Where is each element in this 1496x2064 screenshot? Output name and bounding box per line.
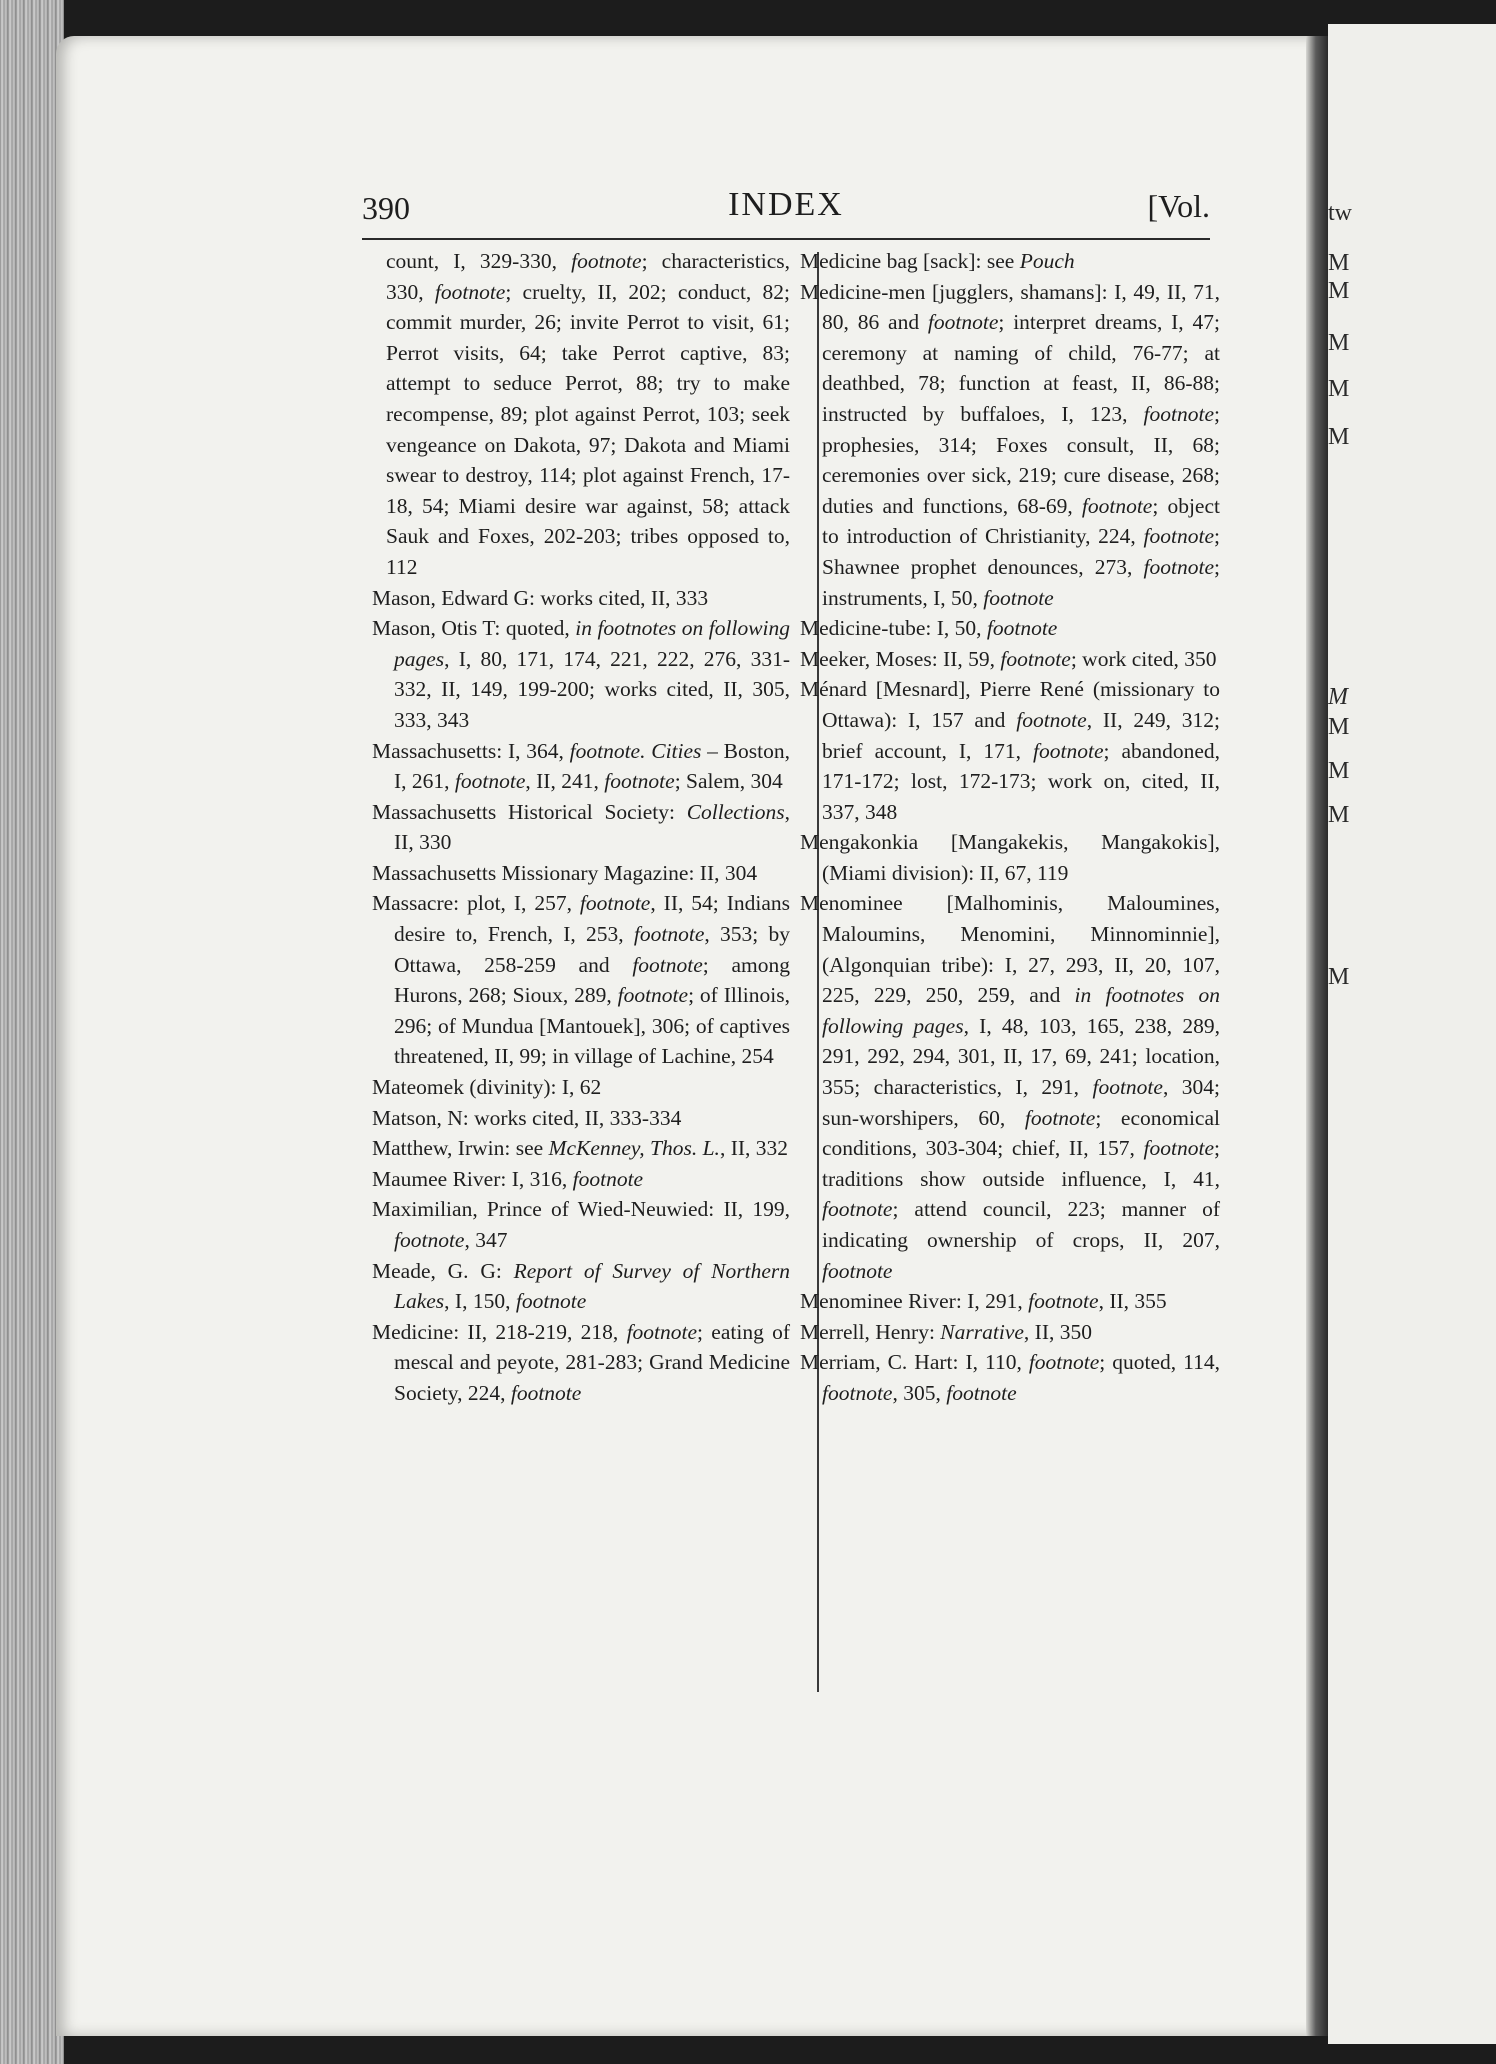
facing-page-text-fragment: M bbox=[1328, 424, 1350, 450]
index-entry-text: , II, 332 bbox=[719, 1136, 789, 1161]
index-entry bbox=[372, 888, 790, 1072]
index-entry bbox=[800, 888, 1220, 1286]
index-entry-italic-text: footnote bbox=[604, 769, 675, 794]
index-entry bbox=[372, 1256, 790, 1317]
index-entry bbox=[372, 246, 790, 583]
index-column-left bbox=[372, 246, 790, 1409]
index-entry-text: – Boston, I, 261, bbox=[394, 738, 790, 794]
index-entry bbox=[800, 1286, 1220, 1317]
index-entry-italic-text: footnote bbox=[927, 310, 999, 335]
index-entry-italic-text: footnote bbox=[822, 1258, 893, 1283]
index-entry-text: Medicine bag [sack]: see bbox=[800, 249, 1020, 273]
index-entry-text: Menominee River: I, 291, bbox=[800, 1289, 1029, 1314]
index-entry-text: Meade, G. G: bbox=[372, 1258, 514, 1283]
facing-page-text-fragment: M bbox=[1328, 376, 1350, 402]
book-gutter bbox=[1306, 36, 1328, 2036]
index-entry-text: Matthew, Irwin: see bbox=[372, 1136, 549, 1161]
index-entry-italic-text: footnote bbox=[515, 1289, 587, 1314]
index-entry bbox=[800, 1347, 1220, 1408]
index-entry-italic-text: footnote bbox=[617, 983, 689, 1008]
index-entry-text: Mason, Edward G: works cited, II, 333 bbox=[372, 585, 709, 610]
page-number: 390 bbox=[362, 190, 410, 226]
index-entry-italic-text: Narrative bbox=[940, 1319, 1024, 1344]
index-entry-italic-text: footnote bbox=[1028, 1289, 1099, 1314]
index-entry-text: , II, 241, bbox=[525, 769, 605, 794]
facing-page-text-fragment: M bbox=[1328, 250, 1350, 276]
index-entry-text: , 304; sun-worshipers, 60, bbox=[822, 1075, 1220, 1130]
volume-label: [Vol. bbox=[1147, 188, 1210, 224]
index-entry-text: Medicine-tube: I, 50, bbox=[800, 616, 987, 641]
index-entry-text: ; work cited, 350 bbox=[1070, 646, 1217, 671]
index-entry-text: Medicine-men [jugglers, shamans]: I, 49, II, 71, 80, 86 and bbox=[800, 279, 1220, 335]
index-entry bbox=[800, 246, 1220, 277]
facing-page-text-fragment: tw bbox=[1328, 200, 1352, 226]
facing-page-text-fragment: M bbox=[1328, 278, 1350, 304]
index-entry-text: ; traditions show outside influence, I, 41, bbox=[822, 1136, 1220, 1191]
index-entry-italic-text: Report of Survey of Northern Lakes bbox=[394, 1258, 790, 1314]
index-entry bbox=[800, 827, 1220, 888]
index-entry bbox=[372, 1072, 790, 1103]
index-entry-text: ; object to introduction of Christianity, 224, bbox=[822, 493, 1220, 549]
index-entry bbox=[800, 644, 1220, 675]
index-entry-text: ; abandoned, 171-172; lost, 172-173; work on, cited, II, 337, 348 bbox=[822, 738, 1220, 824]
index-entry-italic-text: Pouch bbox=[1019, 249, 1075, 273]
index-entry bbox=[800, 674, 1220, 827]
index-entry-text: Menominee [Malhominis, Maloumines, Maloumins, Menomini, Minnominnie], (Algonquian tribe): I, 27, 293, II, 20, 107, 225, 229, 250, 259, and bbox=[800, 891, 1220, 1008]
index-entry bbox=[372, 1133, 790, 1164]
index-entry-text: ; quoted, 114, bbox=[1099, 1350, 1220, 1375]
index-entry-text: Massachusetts Missionary Magazine: II, 304 bbox=[372, 860, 758, 885]
index-entry-italic-text: footnote bbox=[394, 1228, 465, 1252]
index-entry-text: ; among Hurons, 268; Sioux, 289, bbox=[394, 952, 790, 1008]
index-entry bbox=[372, 1194, 790, 1255]
index-entry-italic-text: footnote bbox=[1143, 1136, 1215, 1161]
facing-page-text-fragment: M bbox=[1328, 758, 1350, 784]
index-entry-italic-text: footnote bbox=[510, 1380, 582, 1405]
index-entry-text: ; of Illinois, 296; of Mundua [Mantouek], 306; of captives threatened, II, 99; in village of Lachine, 254 bbox=[394, 983, 790, 1069]
index-entry-italic-text: footnote bbox=[1092, 1075, 1163, 1100]
index-entry-text: count, I, 329-330, bbox=[386, 249, 572, 273]
index-entry bbox=[372, 858, 790, 889]
index-entry-italic-text: footnote bbox=[946, 1380, 1017, 1405]
header-rule bbox=[362, 238, 1210, 240]
index-entry-italic-text: footnote bbox=[434, 279, 506, 304]
page-header bbox=[362, 186, 1210, 234]
index-entry-text: Ménard [Mesnard], Pierre René (missionary to Ottawa): I, 157 and bbox=[800, 677, 1220, 732]
index-entry-italic-text: footnote bbox=[986, 616, 1058, 641]
index-entry-text: , I, 48, 103, 165, 238, 289, 291, 292, 294, 301, II, 17, 69, 241; location, 355; characteristics, I, 291, bbox=[822, 1013, 1220, 1100]
index-entry-text: Mateomek (divinity): I, 62 bbox=[372, 1075, 602, 1100]
index-entry-text: ; characteristics, 330, bbox=[386, 249, 790, 304]
index-entry-text: , II, 249, 312; brief account, I, 171, bbox=[822, 707, 1221, 763]
index-entry-italic-text: footnote. Cities bbox=[569, 738, 702, 763]
facing-page-fragment bbox=[1328, 24, 1496, 2044]
index-entry-text: Mason, Otis T: quoted, bbox=[372, 616, 576, 641]
index-entry-text: Maximilian, Prince of Wied-Neuwied: II, 199, bbox=[372, 1197, 790, 1222]
index-entry-text: Matson, N: works cited, II, 333-334 bbox=[372, 1105, 682, 1130]
index-entry-italic-text: in footnotes on following pages bbox=[394, 616, 791, 671]
facing-page-text-fragment: M bbox=[1328, 684, 1348, 710]
index-entry-text: , I, 80, 171, 174, 221, 222, 276, 331-332, II, 149, 199-200; works cited, II, 305, 333, 343 bbox=[394, 646, 790, 732]
index-entry-text: ; Salem, 304 bbox=[674, 769, 783, 794]
index-entry-italic-text: footnote bbox=[626, 1319, 698, 1344]
index-entry-italic-text: footnote bbox=[822, 1197, 893, 1222]
index-entry-text: Mengakonkia [Mangakekis, Mangakokis], (Miami division): II, 67, 119 bbox=[800, 830, 1220, 885]
index-entry bbox=[800, 277, 1220, 614]
index-entry-text: Maumee River: I, 316, bbox=[372, 1166, 573, 1191]
facing-page-text-fragment: M bbox=[1328, 802, 1350, 828]
index-entry-italic-text: footnote bbox=[1016, 707, 1087, 732]
index-entry bbox=[372, 797, 790, 858]
index-entry-italic-text: footnote bbox=[1143, 554, 1215, 579]
index-entry bbox=[372, 583, 790, 614]
index-entry-text: , 347 bbox=[464, 1228, 508, 1252]
index-entry-text: , 353; by Ottawa, 258-259 and bbox=[394, 922, 790, 977]
index-entry-italic-text: footnote bbox=[454, 769, 526, 794]
index-entry-italic-text: footnote bbox=[1033, 738, 1104, 763]
index-entry-italic-text: footnote bbox=[1024, 1105, 1096, 1130]
index-entry-text: , II, 350 bbox=[1023, 1319, 1092, 1344]
running-title: INDEX bbox=[728, 186, 844, 223]
index-entry-text: Meeker, Moses: II, 59, bbox=[800, 646, 1001, 671]
index-entry bbox=[372, 1103, 790, 1134]
index-entry-text: ; interpret dreams, I, 47; ceremony at naming of child, 76-77; at deathbed, 78; function at feast, II, 86-88; instructed by buffaloes, I, 123, bbox=[822, 310, 1220, 426]
index-entry-text: , II, 54; Indians desire to, French, I, 253, bbox=[394, 891, 791, 947]
index-column-right bbox=[800, 246, 1220, 1409]
index-entry-italic-text: in footnotes on following pages bbox=[822, 983, 1220, 1038]
index-entry-text: ; prophesies, 314; Foxes consult, II, 68; ceremonies over sick, 219; cure disease, 268; duties and functions, 68-69, bbox=[822, 401, 1220, 518]
index-entry-text: ; instruments, I, 50, bbox=[822, 554, 1220, 610]
index-entry-italic-text: footnote bbox=[1143, 524, 1215, 549]
index-entry-text: ; eating of mescal and peyote, 281-283; Grand Medicine Society, 224, bbox=[394, 1319, 790, 1405]
index-entry-italic-text: footnote bbox=[1000, 646, 1071, 671]
index-entry-text: , I, 150, bbox=[444, 1289, 516, 1314]
index-entry-italic-text: footnote bbox=[983, 585, 1054, 610]
index-entry-italic-text: footnote bbox=[822, 1380, 893, 1405]
index-entry-italic-text: McKenney, Thos. L. bbox=[548, 1136, 720, 1161]
index-entry-text: ; Shawnee prophet denounces, 273, bbox=[822, 524, 1220, 579]
index-entry-italic-text: Collections bbox=[686, 799, 785, 824]
index-entry-text: Massacre: plot, I, 257, bbox=[372, 891, 580, 916]
index-entry-italic-text: footnote bbox=[1081, 493, 1153, 518]
index-entry bbox=[800, 613, 1220, 644]
index-entry-text: Massachusetts: I, 364, bbox=[372, 738, 570, 763]
facing-page-text-fragment: M bbox=[1328, 330, 1350, 356]
index-entry bbox=[372, 613, 790, 735]
index-entry-text: Merrell, Henry: bbox=[800, 1319, 941, 1344]
index-entry-italic-text: footnote bbox=[632, 952, 703, 977]
index-entry-italic-text: footnote bbox=[572, 1166, 644, 1191]
index-entry-text: ; cruelty, II, 202; conduct, 82; commit murder, 26; invite Perrot to visit, 61; Perrot visits, 64; take Perrot captive, 83; attempt to seduce Perrot, 88; try to make recompense, 89; plot against Perrot, 103; seek vengeance on Dakota, 97; Dakota and Miami swear to destroy, 114; plot against French, 17-18, 54; Miami desire war against, 58; attack Sauk and Foxes, 202-203; tribes opposed to, 112 bbox=[386, 279, 790, 579]
index-entry-text: , 305, bbox=[892, 1380, 947, 1405]
book-page-edges bbox=[0, 0, 64, 2064]
index-entry-italic-text: footnote bbox=[1143, 401, 1215, 426]
index-entry bbox=[372, 1317, 790, 1409]
index-entry-text: ; economical conditions, 303-304; chief, II, 157, bbox=[822, 1105, 1220, 1161]
index-entry-text: ; attend council, 223; manner of indicating ownership of crops, II, 207, bbox=[822, 1197, 1220, 1252]
index-entry bbox=[372, 736, 790, 797]
index-entry-text: , II, 330 bbox=[394, 799, 790, 855]
index-entry-italic-text: footnote bbox=[1028, 1350, 1100, 1375]
facing-page-text-fragment: M bbox=[1328, 714, 1350, 740]
index-entry bbox=[372, 1164, 790, 1195]
index-entry-text: Merriam, C. Hart: I, 110, bbox=[800, 1350, 1029, 1375]
index-entry-italic-text: footnote bbox=[633, 922, 705, 947]
index-entry-italic-text: footnote bbox=[579, 891, 651, 916]
index-entry-italic-text: footnote bbox=[571, 249, 642, 273]
index-entry bbox=[800, 1317, 1220, 1348]
facing-page-text-fragment: M bbox=[1328, 964, 1350, 990]
index-entry-text: , II, 355 bbox=[1098, 1289, 1167, 1314]
index-entry-text: Medicine: II, 218-219, 218, bbox=[372, 1319, 627, 1344]
index-entry-text: Massachusetts Historical Society: bbox=[372, 799, 687, 824]
